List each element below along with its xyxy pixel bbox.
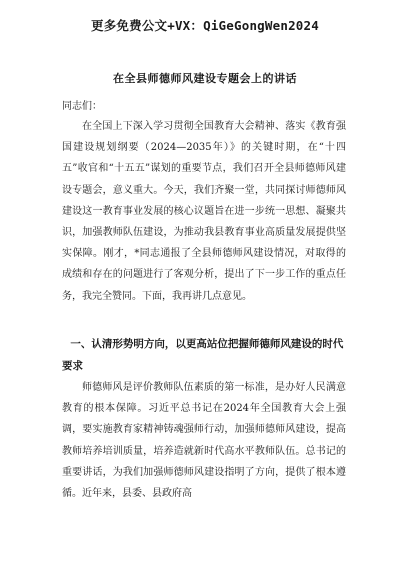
body-paragraph-1: 在全国上下深入学习贯彻全国教育大会精神、落实《教育强国建设规划纲要（2024—2035年）》的关键时期，在“十四五”收官和“十五五”谋划的重要节点，我们召开全县师德师风建设专题会，意义重大。今天，我们齐聚一堂，共同探讨师德师风建设这一教育事业发展的核心议题旨在进一步统一思想、凝聚共识，加强教师队伍建设，为推动我县教育事业高质量发展提供坚实保障。刚才，*同志通报了全县师德师风建设情况，对取得的成绩和存在的问题进行了客观分析，提出了下一步工作的重点任务，我完全赞同。下面，我再讲几点意见。 <box>62 121 346 302</box>
section-heading-1: 一、认清形势明方向，以更高站位把握师德师风建设的时代要求 <box>62 338 344 372</box>
document-title: 在全县师德师风建设专题会上的讲话 <box>113 72 297 85</box>
promo-banner: 更多免费公文+VX：QiGeGongWen2024 <box>91 18 319 33</box>
salutation: 同志们： <box>62 101 102 112</box>
body-paragraph-2: 师德师风是评价教师队伍素质的第一标准，是办好人民满意教育的根本保障。习近平总书记在2024年全国教育大会上强调，要实施教育家精神铸魂强师行动，加强师德师风建设，提高教师培养培训质量，培养造就新时代高水平教师队伍。总书记的重要讲话，为我们加强师德师风建设指明了方向，提供了根本遵循。近年来，县委、县政府高 <box>62 382 346 500</box>
